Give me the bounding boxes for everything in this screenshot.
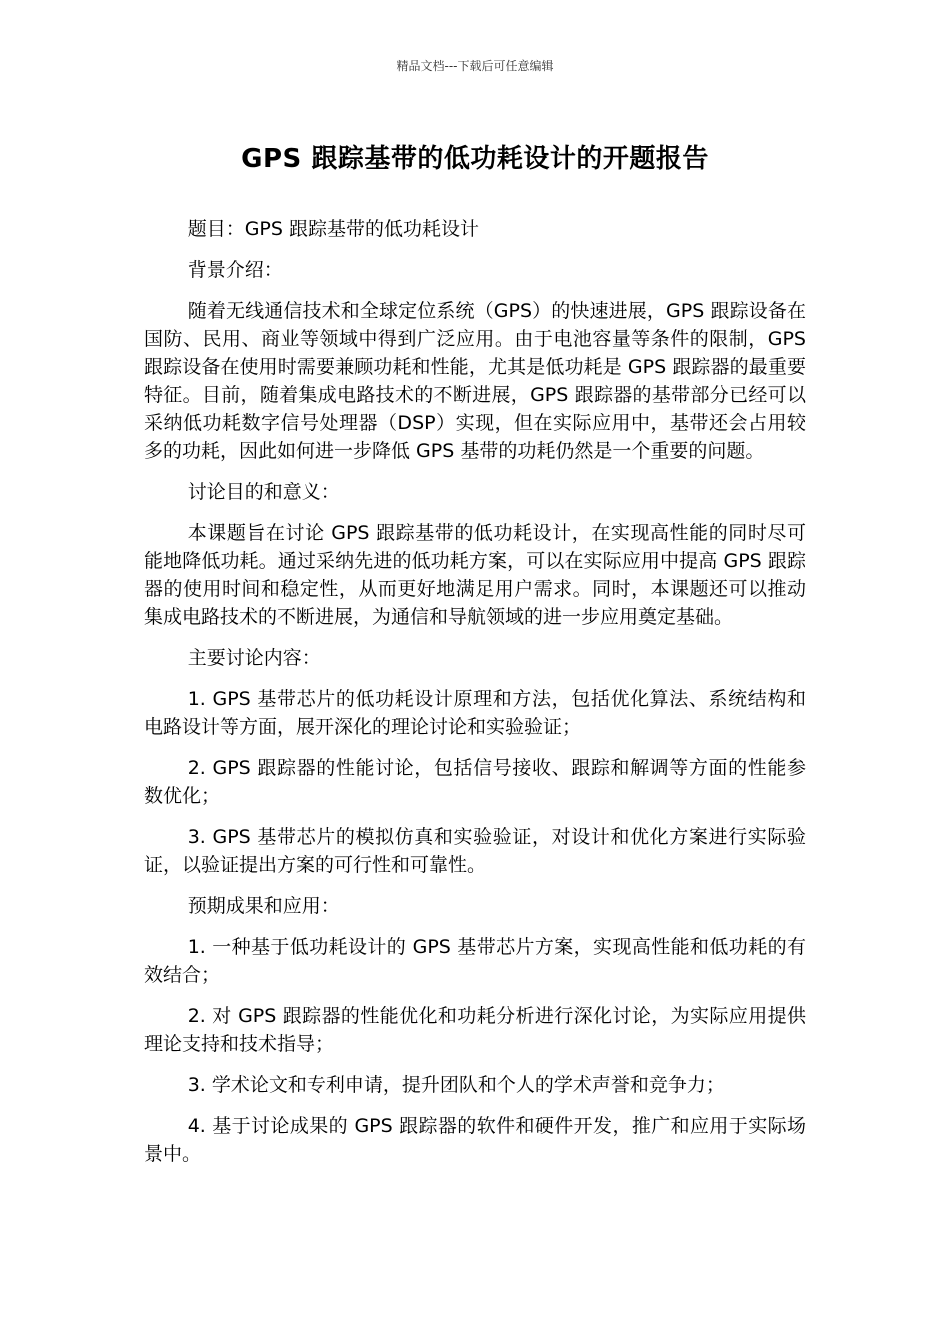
- list-item-content-3: 3. GPS 基带芯片的模拟仿真和实验验证，对设计和优化方案进行实际验证，以验证提出方案的可行性和可靠性。: [144, 826, 806, 876]
- list-item-content-1: 1. GPS 基带芯片的低功耗设计原理和方法，包括优化算法、系统结构和电路设计等方面，展开深化的理论讨论和实验验证；: [144, 688, 806, 738]
- header-note: 精品文档---下载后可任意编辑: [396, 59, 554, 73]
- list-item-result-4: 4. 基于讨论成果的 GPS 跟踪器的软件和硬件开发，推广和应用于实际场景中。: [144, 1115, 806, 1165]
- section-heading-purpose: 讨论目的和意义：: [187, 481, 340, 503]
- list-item-result-1: 1. 一种基于低功耗设计的 GPS 基带芯片方案，实现高性能和低功耗的有效结合；: [144, 936, 806, 986]
- document-body: [144, 215, 806, 1181]
- section-heading-results: 预期成果和应用：: [187, 895, 340, 917]
- topic-line: 题目：GPS 跟踪基带的低功耗设计: [187, 218, 479, 240]
- list-item-result-2: 2. 对 GPS 跟踪器的性能优化和功耗分析进行深化讨论，为实际应用提供理论支持和技术指导；: [144, 1005, 806, 1055]
- paragraph-purpose: 本课题旨在讨论 GPS 跟踪基带的低功耗设计，在实现高性能的同时尽可能地降低功耗。通过采纳先进的低功耗方案，可以在实际应用中提高 GPS 跟踪器的使用时间和稳定性，从而更好地满足用户需求。同时，本课题还可以推动集成电路技术的不断进展，为通信和导航领域的进一步应用奠定基础。: [144, 522, 806, 628]
- paragraph-background: 随着无线通信技术和全球定位系统（GPS）的快速进展，GPS 跟踪设备在国防、民用、商业等领域中得到广泛应用。由于电池容量等条件的限制，GPS 跟踪设备在使用时需要兼顾功耗和性能，尤其是低功耗是 GPS 跟踪器的最重要特征。目前，随着集成电路技术的不断进展，GPS 跟踪器的基带部分已经可以采纳低功耗数字信号处理器（DSP）实现，但在实际应用中，基带还会占用较多的功耗，因此如何进一步降低 GPS 基带的功耗仍然是一个重要的问题。: [144, 300, 806, 462]
- section-heading-background: 背景介绍：: [187, 259, 283, 281]
- list-item-result-3: 3. 学术论文和专利申请，提升团队和个人的学术声誉和竞争力；: [187, 1074, 725, 1096]
- list-item-content-2: 2. GPS 跟踪器的性能讨论，包括信号接收、跟踪和解调等方面的性能参数优化；: [144, 757, 806, 807]
- section-heading-main-content: 主要讨论内容：: [187, 647, 321, 669]
- document-title: GPS 跟踪基带的低功耗设计的开题报告: [241, 144, 709, 174]
